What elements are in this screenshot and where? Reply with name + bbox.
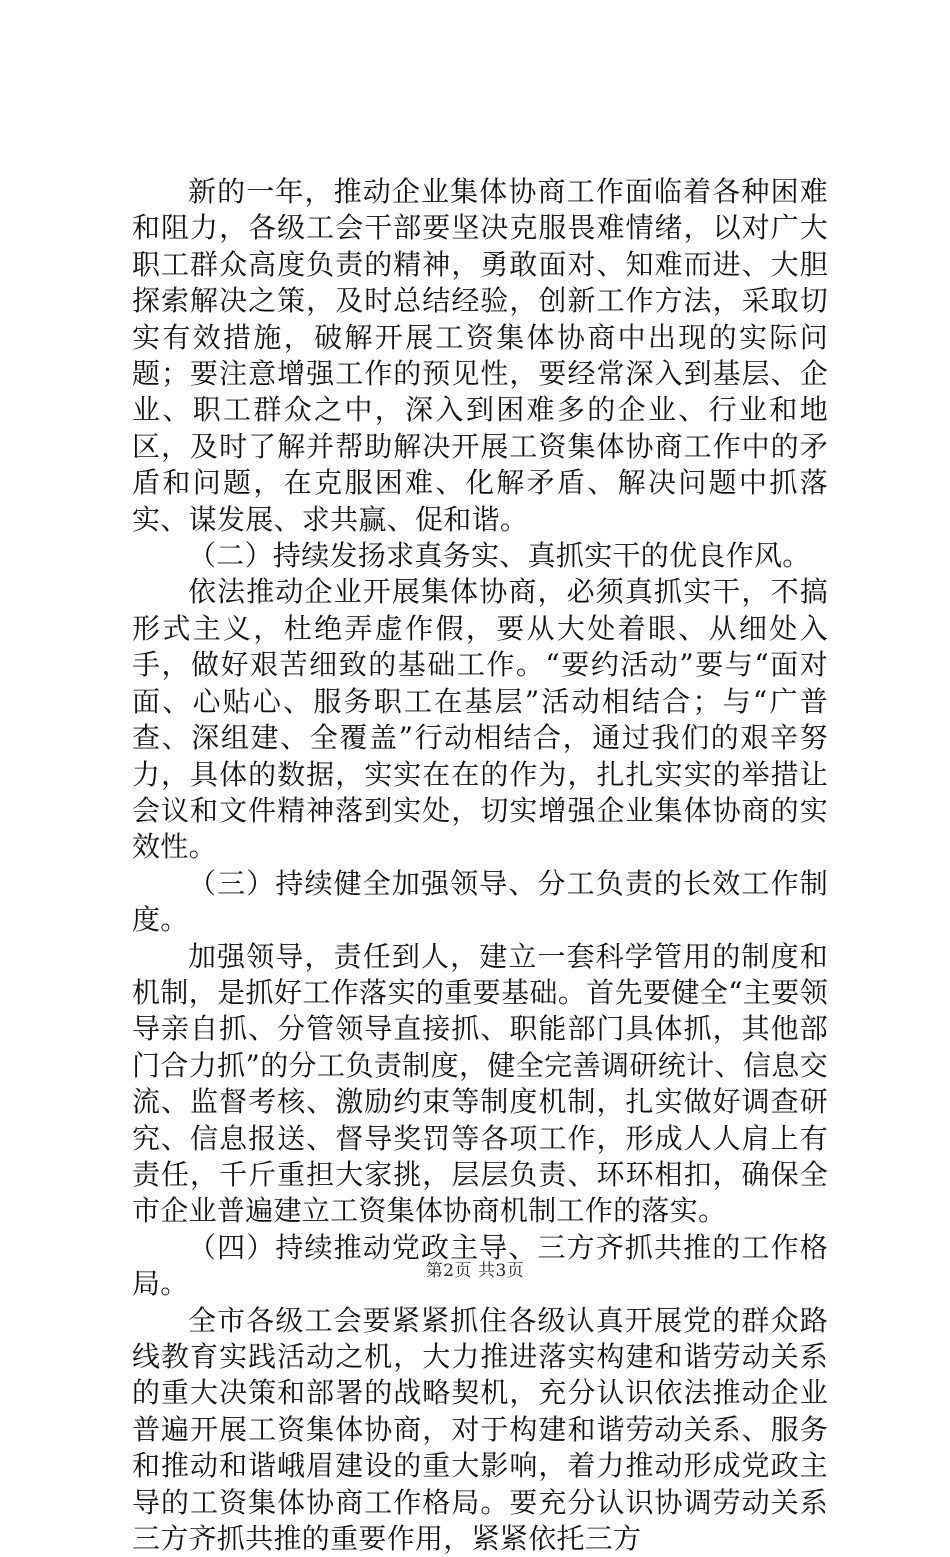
- section-heading-2: （二）持续发扬求真务实、真抓实干的优良作风。: [188, 539, 811, 573]
- document-body: [132, 174, 828, 1557]
- section-heading-4: （四）持续推动党政主导、三方齐抓共推的工作格局。: [132, 1230, 828, 1301]
- paragraph-body-1: 新的一年，推动企业集体协商工作面临着各种困难和阻力，各级工会干部要坚决克服畏难情绪，以对广大职工群众高度负责的精神，勇敢面对、知难而进、大胆探索解决之策，及时总结经验，创新工作方法，采取切实有效措施，破解开展工资集体协商中出现的实际问题；要注意增强工作的预见性，要经常深入到基层、企业、职工群众之中，深入到困难多的企业、行业和地区，及时了解并帮助解决开展工资集体协商工作中的矛盾和问题，在克服困难、化解矛盾、解决问题中抓落实、谋发展、求共赢、促和谐。: [132, 175, 828, 536]
- paragraph-body-4: 全市各级工会要紧紧抓住各级认真开展党的群众路线教育实践活动之机，大力推进落实构建和谐劳动关系的重大决策和部署的战略契机，充分认识依法推动企业普遍开展工资集体协商，对于构建和谐劳动关系、服务和推动和谐峨眉建设的重大影响，着力推动形成党政主导的工资集体协商工作格局。要充分认识协调劳动关系三方齐抓共推的重要作用，紧紧依托三方: [132, 1303, 828, 1556]
- paragraph-body-3: 加强领导，责任到人，建立一套科学管用的制度和机制，是抓好工作落实的重要基础。首先要健全“主要领导亲自抓、分管领导直接抓、职能部门具体抓，其他部门合力抓”的分工负责制度，健全完善调研统计、信息交流、监督考核、激励约束等制度机制，扎实做好调查研究、信息报送、督导奖罚等各项工作，形成人人肩上有责任，千斤重担大家挑，层层负责、环环相扣，确保全市企业普遍建立工资集体协商机制工作的落实。: [132, 939, 828, 1228]
- paragraph-body-2: 依法推动企业开展集体协商，必须真抓实干，不搞形式主义，杜绝弄虚作假，要从大处着眼、从细处入手，做好艰苦细致的基础工作。“要约活动”要与“面对面、心贴心、服务职工在基层”活动相结合；与“广普查、深组建、全覆盖”行动相结合，通过我们的艰辛努力，具体的数据，实实在在的作为，扎扎实实的举措让会议和文件精神落到实处，切实增强企业集体协商的实效性。: [132, 575, 828, 864]
- section-heading-3: （三）持续健全加强领导、分工负责的长效工作制度。: [132, 866, 828, 937]
- page-number-footer: 第2页 共3页: [425, 1261, 525, 1281]
